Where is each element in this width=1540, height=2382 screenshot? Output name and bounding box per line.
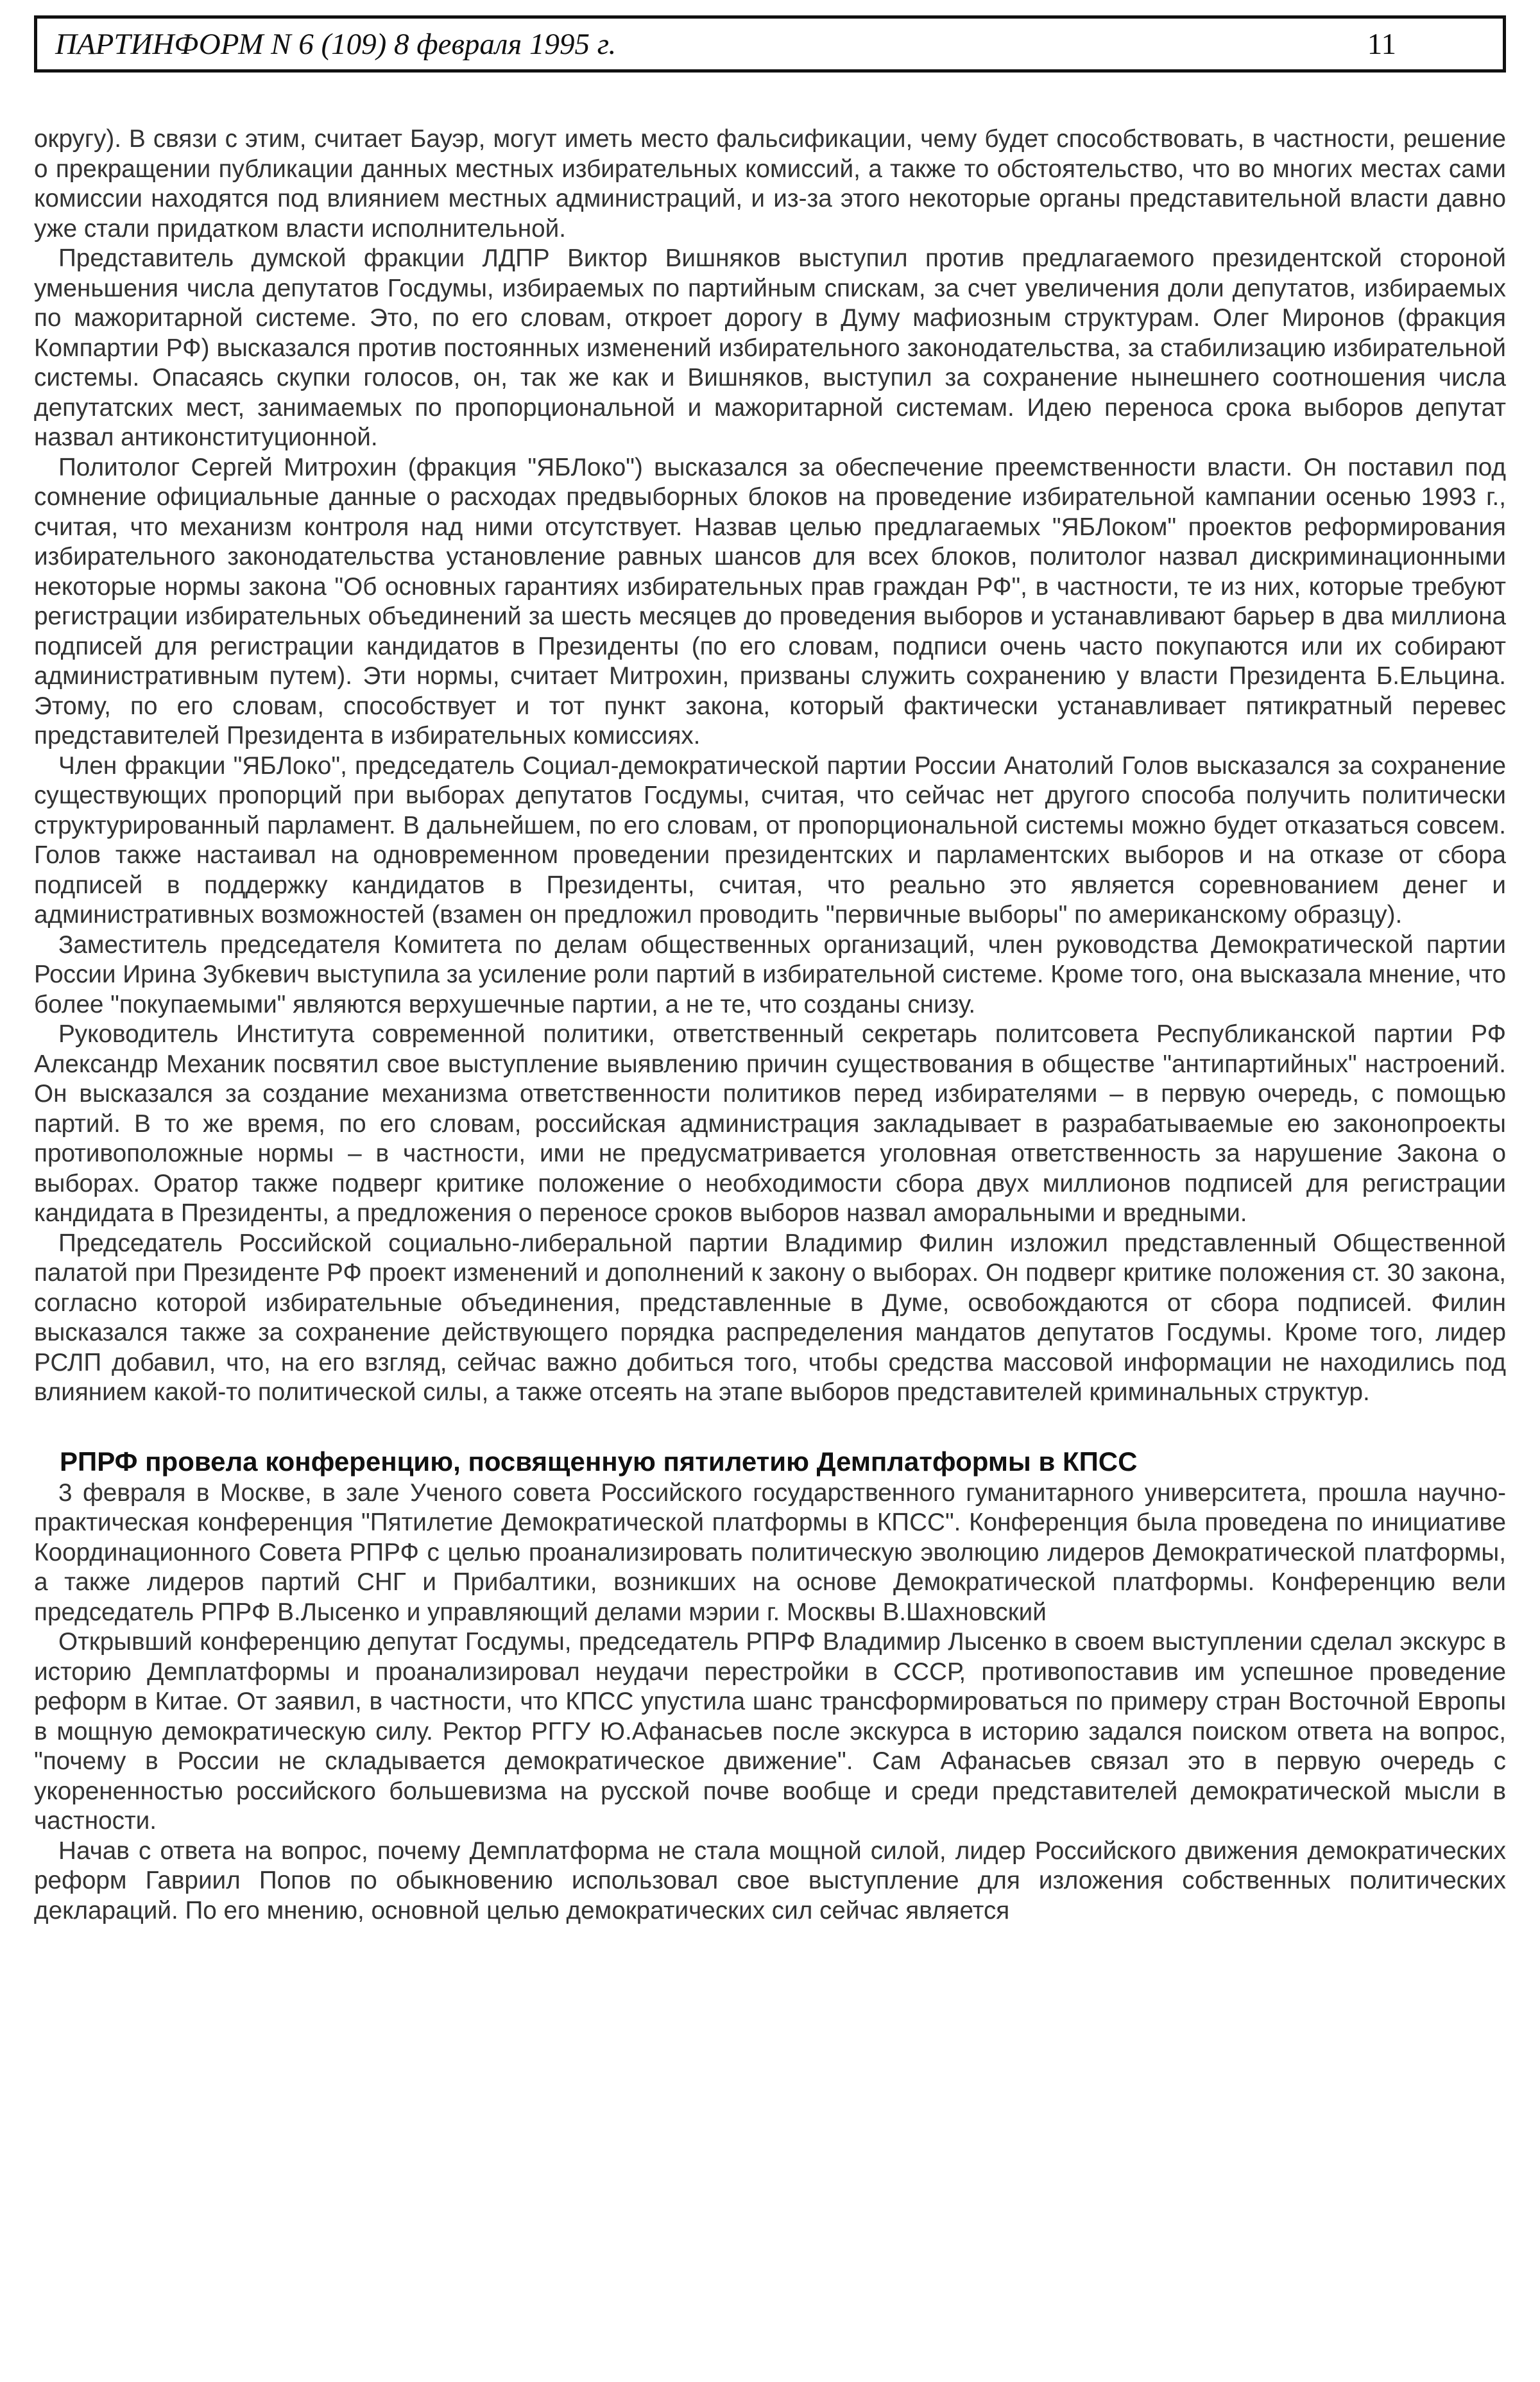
paragraph: Открывший конференцию депутат Госдумы, председатель РПРФ Владимир Лысенко в своем выступлении сделал экскурс в историю Демплатформы и проанализировал неудачи перестройки в СССР, противопоставив им успешное проведение реформ в Китае. От заявил, в частности, что КПСС упустила шанс трансформироваться по примеру стран Восточной Европы в мощную демократическую силу. Ректор РГГУ Ю.Афанасьев после экскурса в историю задался поиском ответа на вопрос, "почему в России не складывается демократическое движение". Сам Афанасьев связал это в первую очередь с укорененностью российского большевизма на русской почве вообще и среди представителей демократической мысли в частности. xyxy=(34,1628,1506,1835)
page-header xyxy=(34,15,1506,73)
paragraph: Политолог Сергей Митрохин (фракция "ЯБЛоко") высказался за обеспечение преемственности власти. Он поставил под сомнение официальные данные о расходах предвыборных блоков на проведение избирательной кампании осенью 1993 г., считая, что механизм контроля над ними отсутствует. Назвав целью предлагаемых "ЯБЛоком" проектов реформирования избирательного законодательства установление равных шансов для всех блоков, политолог назвал дискриминационными некоторые нормы закона "Об основных гарантиях избирательных прав граждан РФ", в частности, те из них, которые требуют регистрации избирательных объединений за шесть месяцев до проведения выборов и устанавливают барьер в два миллиона подписей для регистрации кандидатов в Президенты (по его словам, подписи очень часто покупаются или их собирают административным путем). Эти нормы, считает Митрохин, призваны служить сохранению у власти Президента Б.Ельцина. Этому, по его словам, способствует и тот пункт закона, который фактически устанавливает пятикратный перевес представителей Президента в избирательных комиссиях. xyxy=(34,453,1506,750)
paragraph: Начав с ответа на вопрос, почему Демплатформа не стала мощной силой, лидер Российского движения демократических реформ Гавриил Попов по обыкновению использовал свое выступление для изложения собственных политических деклараций. По его мнению, основной целью демократических сил сейчас является xyxy=(34,1837,1506,1924)
paragraph: Представитель думской фракции ЛДПР Виктор Вишняков выступил против предлагаемого президентской стороной уменьшения числа депутатов Госдумы, избираемых по партийным спискам, за счет увеличения доли депутатов, избираемых по мажоритарной системе. Это, по его словам, откроет дорогу в Думу мафиозным структурам. Олег Миронов (фракция Компартии РФ) высказался против постоянных изменений избирательного законодательства, за стабилизацию избирательной системы. Опасаясь скупки голосов, он, так же как и Вишняков, выступил за сохранение нынешнего соотношения числа депутатских мест, занимаемых по пропорциональной и мажоритарной системам. Идею переноса срока выборов депутат назвал антиконституционной. xyxy=(34,244,1506,451)
paragraph: Член фракции "ЯБЛоко", председатель Социал-демократической партии России Анатолий Голов высказался за сохранение существующих пропорций при выборах депутатов Госдумы, считая, что сейчас нет другого способа получить политически структурированный парламент. В дальнейшем, по его словам, от пропорциональной системы можно будет отказаться совсем. Голов также настаивал на одновременном проведении президентских и парламентских выборов и на отказе от сбора подписей в поддержку кандидатов в Президенты, считая, что реально это является соревнованием денег и административных возможностей (взамен он предложил проводить "первичные выборы" по американскому образцу). xyxy=(34,751,1506,929)
paragraph: 3 февраля в Москве, в зале Ученого совета Российского государственного гуманитарного университета, прошла научно-практическая конференция "Пятилетие Демократической платформы в КПСС". Конференция была проведена по инициативе Координационного Совета РПРФ с целью проанализировать политическую эволюцию лидеров Демократической платформы, а также лидеров партий СНГ и Прибалтики, возникших на основе Демократической платформы. Конференцию вели председатель РПРФ В.Лысенко и управляющий делами мэрии г. Москвы В.Шахновский xyxy=(34,1478,1506,1626)
article-column xyxy=(34,124,1506,1926)
publication-title: ПАРТИНФОРМ N 6 (109) 8 февраля 1995 г. xyxy=(55,27,617,61)
paragraph: Заместитель председателя Комитета по делам общественных организаций, член руководства Демократической партии России Ирина Зубкевич выступила за усиление роли партий в избирательной системе. Кроме того, она высказала мнение, что более "покупаемыми" являются верхушечные партии, а не те, что созданы снизу. xyxy=(34,930,1506,1018)
paragraph: округу). В связи с этим, считает Бауэр, могут иметь место фальсификации, чему будет способствовать, в частности, решение о прекращении публикации данных местных избирательных комиссий, а также то обстоятельство, что во многих местах сами комиссии находятся под влиянием местных администраций, и из-за этого некоторые органы представительной власти давно уже стали придатком власти исполнительной. xyxy=(34,125,1506,243)
paragraph: Председатель Российской социально-либеральной партии Владимир Филин изложил представленный Общественной палатой при Президенте РФ проект изменений и дополнений к закону о выборах. Он подверг критике положения ст. 30 закона, согласно которой избирательные объединения, представленные в Думе, освобождаются от сбора подписей. Филин высказался также за сохранение действующего порядка распределения мандатов депутатов Госдумы. Кроме того, лидер РСЛП добавил, что, на его взгляд, сейчас важно добиться того, чтобы средства массовой информации не находились под влиянием какой-то политической силы, а также отсеять на этапе выборов представителей криминальных структур. xyxy=(34,1229,1506,1406)
page-number: 11 xyxy=(1367,27,1396,61)
section-heading: РПРФ провела конференцию, посвященную пятилетию Демплатформы в КПСС xyxy=(60,1446,1138,1477)
paragraph: Руководитель Института современной политики, ответственный секретарь политсовета Республиканской партии РФ Александр Механик посвятил свое выступление выявлению причин существования в обществе "антипартийных" настроений. Он высказался за создание механизма ответственности политиков перед избирателями – в первую очередь, с помощью партий. В то же время, по его словам, российская администрация закладывает в разрабатываемые ею законопроекты противоположные нормы – в частности, ими не предусматривается уголовная ответственность за нарушение Закона о выборах. Оратор также подверг критике положение о необходимости сбора двух миллионов подписей для регистрации кандидата в Президенты, а предложения о переносе сроков выборов назвал аморальными и вредными. xyxy=(34,1020,1506,1227)
